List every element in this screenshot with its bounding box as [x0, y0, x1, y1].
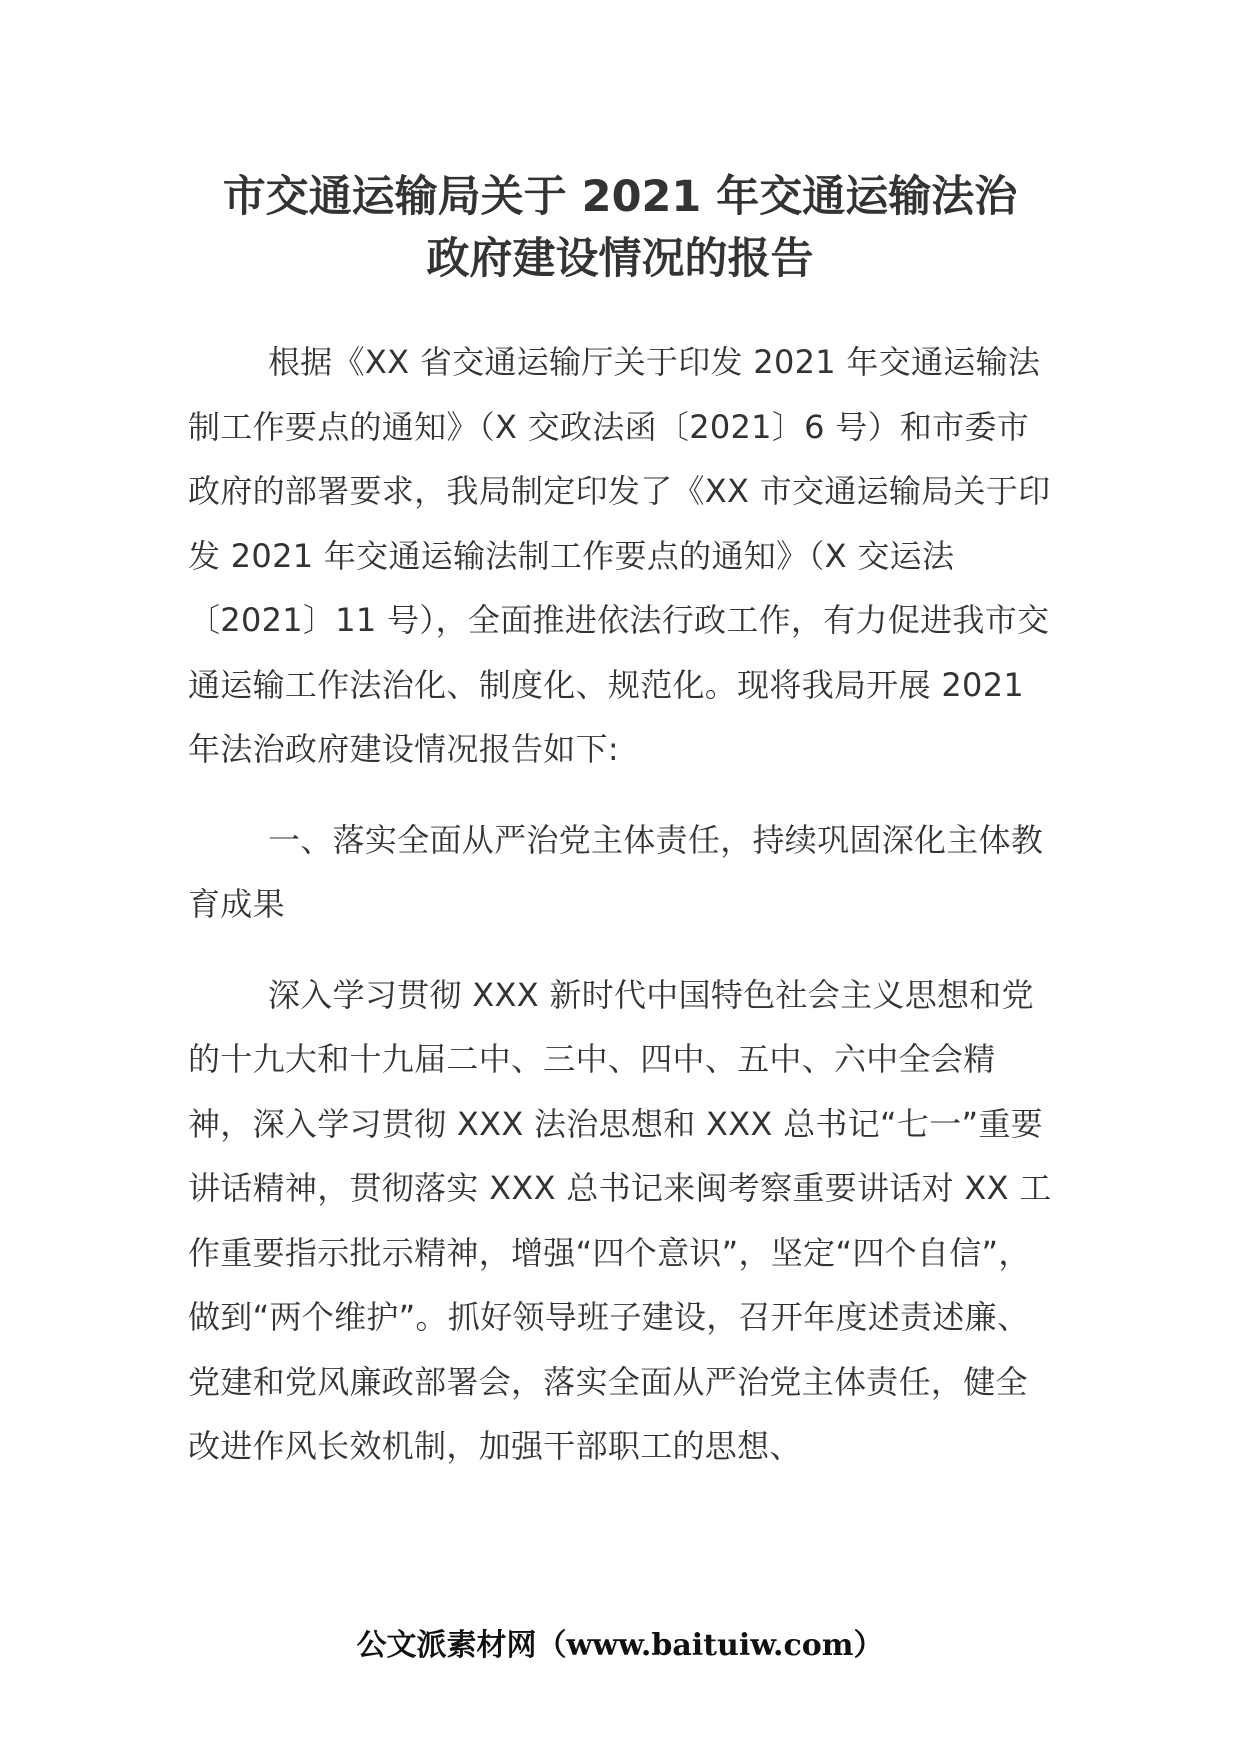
section-heading: 一、落实全面从严治党主体责任，持续巩固深化主体教育成果: [188, 820, 1044, 923]
document-title: [160, 166, 1080, 290]
title-line-2: 政府建设情况的报告: [426, 234, 814, 284]
footer-watermark: 公文派素材网（www.baituiw.com）: [356, 1628, 884, 1663]
body-paragraph: 深入学习贯彻 XXX 新时代中国特色社会主义思想和党的十九大和十九届二中、三中、四中、五中、六中全会精神，深入学习贯彻 XXX 法治思想和 XXX 总书记“七一”重要讲话精神，贯彻落实 XXX 总书记来闽考察重要讲话对 XX 工作重要指示批示精神，增强“四个意识”，坚定“四个自信”，做到“两个维护”。抓好领导班子建设，召开年度述责述廉、党建和党风廉政部署会，落实全面从严治党主体责任，健全改进作风长效机制，加强干部职工的思想、: [188, 975, 1052, 1465]
intro-paragraph: 根据《XX 省交通运输厅关于印发 2021 年交通运输法制工作要点的通知》（X 交政法函〔2021〕6 号）和市委市政府的部署要求，我局制定印发了《XX 市交通运输局关于印发 2021 年交通运输法制工作要点的通知》（X 交运法〔2021〕11 号），全面推进依法行政工作，有力促进我市交通运输工作法治化、制度化、规范化。现将我局开展 2021 年法治政府建设情况报告如下:: [188, 343, 1051, 768]
title-line-1: 市交通运输局关于 2021 年交通运输法治: [222, 172, 1018, 222]
document-body: [188, 330, 1056, 1479]
